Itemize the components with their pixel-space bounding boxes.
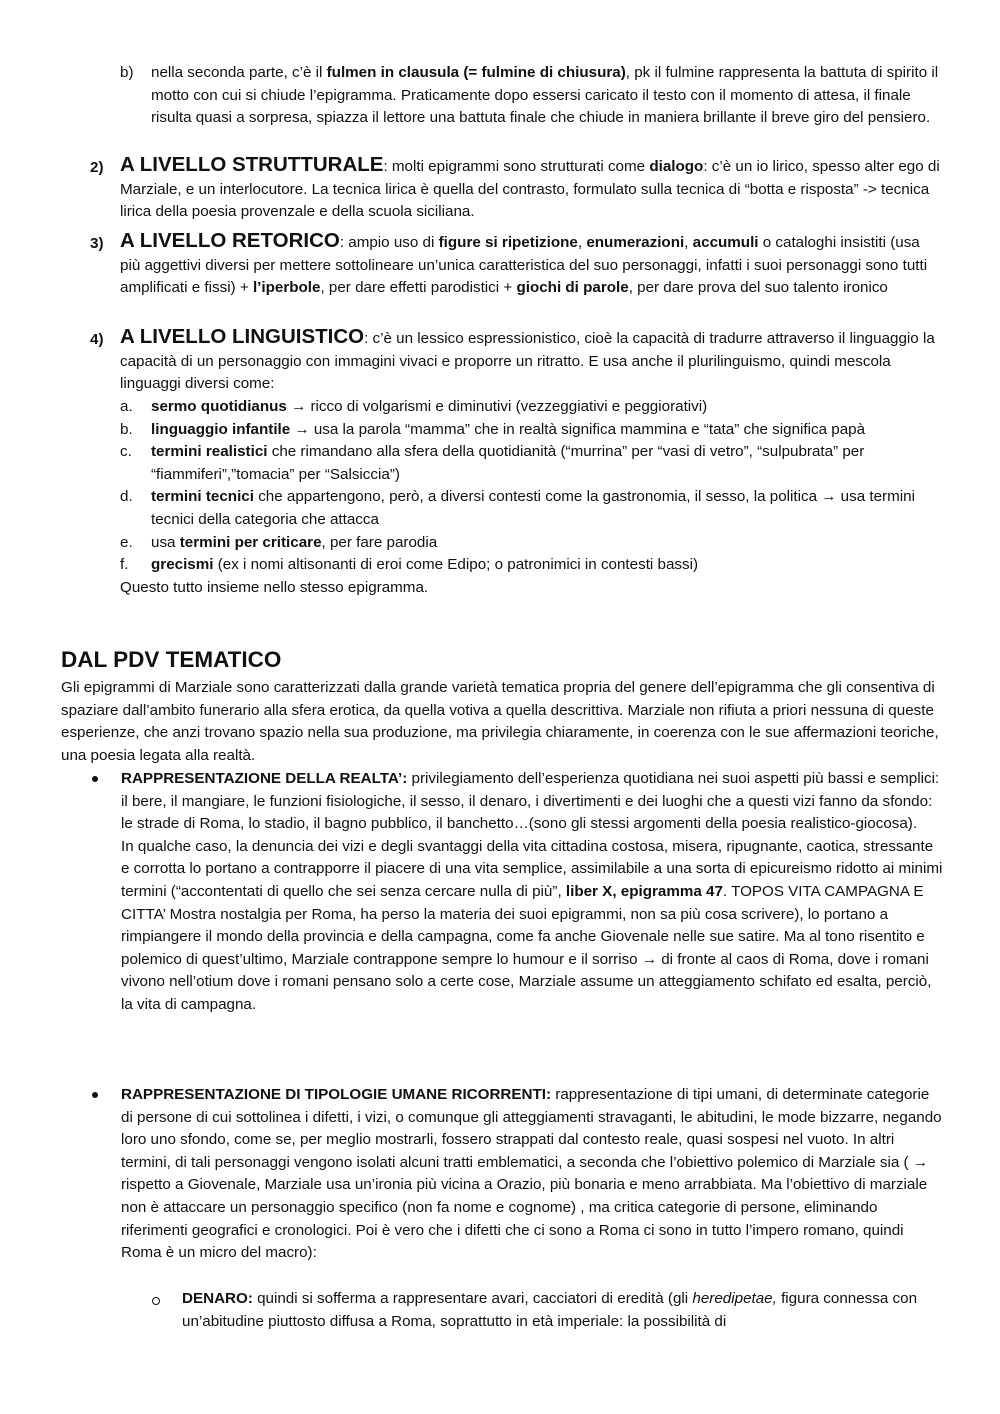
section-heading: A LIVELLO STRUTTURALE	[120, 153, 384, 176]
bullet-item-tipologie	[121, 1084, 943, 1265]
numbered-item-4	[90, 326, 940, 396]
text: , per dare prova del suo talento ironico	[628, 279, 888, 297]
list-marker: d.	[120, 488, 133, 506]
text: , per dare effetti parodistici +	[320, 279, 517, 297]
paragraph	[90, 154, 940, 224]
paragraph	[120, 441, 942, 486]
bold-term: dialogo	[649, 158, 704, 175]
bold-term: fulmen in clausula (= fulmine di chiusura)	[326, 64, 626, 81]
text: o cataloghi insistiti (usa più aggettivi diversi per mettere sottolineare un’unica caratteristica del suo personaggi, infatti i suoi personaggi sono tutti amplificati e fissi) +	[120, 234, 928, 297]
item-number: 2)	[90, 159, 104, 176]
bold-term: DENARO:	[182, 1290, 253, 1307]
bold-term: termini realistici	[151, 443, 268, 461]
text: → ricco di volgarismi e diminutivi (vezzeggiativi e peggiorativi)	[286, 398, 708, 415]
text: → usa la parola “mamma” che in realtà significa mammina e “tata” che significa papà	[290, 420, 866, 438]
section-title: DAL PDV TEMATICO	[61, 647, 282, 672]
text: quindi si sofferma a rappresentare avari, cacciatori di eredità (gli	[252, 1290, 693, 1307]
text: che rimandano alla sfera della quotidianità (“murrina” per “vasi di vetro”, “sulpubrata” per “fiammiferi”,”tomacia” per “Salsiccia”)	[151, 443, 865, 483]
bold-term: enumerazioni	[586, 234, 685, 251]
text: : ampio uso di	[339, 234, 439, 251]
paragraph	[120, 486, 942, 531]
list-marker: a.	[120, 398, 133, 415]
list-item	[120, 532, 942, 555]
paragraph	[120, 554, 942, 577]
list-item	[120, 419, 942, 442]
list-item	[120, 441, 942, 486]
text: nella seconda parte, c’è il	[151, 64, 327, 81]
text: , pk il fulmine rappresenta la battuta di spirito il motto con cui si chiude l’epigramma. Praticamente dopo essersi caricato il testo con il momento di attesa, il finale risulta quasi a sorpresa, spiazza il lettore una battuta finale che chiude in maniera brillante il breve giro del pensiero.	[151, 64, 939, 127]
text: usa	[151, 533, 180, 551]
list-item	[120, 396, 942, 419]
text: (ex i nomi altisonanti di eroi come Edipo; o patronimici in contesti bassi)	[213, 556, 699, 574]
paragraph	[121, 1084, 943, 1265]
list-marker: b.	[120, 420, 133, 438]
bold-term: grecismi	[151, 556, 214, 574]
bold-term: giochi di parole	[516, 279, 629, 297]
closing-line: Questo tutto insieme nello stesso epigramma.	[120, 578, 429, 596]
sub-bullet-denaro	[182, 1288, 942, 1333]
section-heading: A LIVELLO LINGUISTICO	[120, 325, 365, 348]
paragraph	[120, 419, 942, 442]
section-heading: A LIVELLO RETORICO	[120, 229, 340, 252]
numbered-item-2	[90, 154, 940, 224]
bold-term: termini tecnici	[151, 488, 254, 506]
circle-bullet-icon	[152, 1297, 160, 1305]
list-marker: c.	[120, 443, 132, 461]
item-number: 4)	[90, 331, 104, 348]
text: . TOPOS VITA CAMPAGNA E CITTA’ Mostra nostalgia per Roma, ha perso la materia dei suoi epigrammi, non sa più cosa scrivere), lo portano a rimpiangere il mondo della provincia e della campagna, come fa anche Giovenale nelle sue satire. Ma al tono risentito e polemico di quest’ultimo, Marziale contrappone sempre lo humour e il sorriso → di fronte al caos di Roma, dove i romani vivono nell’otium dove i romani pensano solo a certe cose, Marziale assume un atteggiamento schifato ed esalta, perciò, la vita di campagna.	[121, 882, 932, 1013]
list-item	[120, 554, 942, 577]
text: ,	[577, 234, 587, 251]
text: In qualche caso, la denuncia dei vizi e degli svantaggi della vita cittadina costosa, misera, ripugnante, caotica, stressante e corrotta lo portano a contrapporre il piacere di una vita semplice, assimilabile a una sorta di epicureismo ridotto ai minimi termini (“accontentati di quello che sei senza cercare nulla di più”,	[121, 837, 943, 900]
bold-term: figure si ripetizione	[438, 234, 578, 251]
item-number: 3)	[90, 235, 104, 252]
list-item	[120, 486, 942, 531]
bold-term: sermo quotidianus	[151, 398, 287, 415]
bold-term: accumuli	[692, 234, 759, 251]
list-item-b	[120, 62, 940, 130]
text: : c’è un lessico espressionistico, cioè la capacità di tradurre attraverso il linguaggio la capacità di un personaggio con immagini vivaci e proporre un ritratto. E usa anche il plurilinguismo, quindi mescola linguaggi diversi come:	[120, 330, 935, 393]
paragraph	[182, 1288, 942, 1333]
bold-term: liber X, epigramma 47	[565, 882, 723, 900]
bold-term: linguaggio infantile	[151, 420, 291, 438]
text: rappresentazione di tipi umani, di determinate categorie di persone di cui sottolinea i difetti, i vizi, o comunque gli atteggiamenti stravaganti, le abitudini, le mode bizzarre, negando loro uno sfondo, come se, per meglio mostrarli, fossero strappati dal contesto reale, quasi sospesi nel vuoto. In altri termini, di tali personaggi vengono isolati alcuni tratti emblematici, a seconda che l’obiettivo polemico di Marziale sia ( → rispetto a Giovenale, Marziale usa un’ironia più vicina a Orazio, più bonaria e meno arrabbiata. Ma l’obiettivo di marziale non è attaccare un personaggio specifico (non fa nome e cognome) , ma critica categorie di persone, eliminando riferimenti geografici e cronologici. Poi è vero che i difetti che ci sono a Roma ci sono in tutto l’impero romano, quindi Roma è un micro del macro):	[121, 1086, 942, 1262]
paragraph	[120, 62, 940, 130]
sub-list	[120, 396, 942, 599]
text: privilegiamento dell’esperienza quotidiana nei suoi aspetti più bassi e semplici: il bere, il mangiare, le funzioni fisiologiche, il sesso, il denaro, i divertimenti e dei luoghi che a questi vizi fanno da sfondo: le strade di Roma, lo stadio, il bagno pubblico, il banchetto…(sono gli stessi argomenti della poesia realistico-giocosa).	[121, 770, 940, 833]
list-marker: e.	[120, 533, 133, 551]
text: : c’è un io lirico, spesso alter ego di Marziale, e un interlocutore. La tecnica lirica è quella del contrasto, formulato sulla tecnica di “botta e risposta” -> tecnica lirica della poesia provenzale e della scuola siciliana.	[120, 158, 940, 221]
paragraph	[121, 836, 943, 1017]
list-marker: f.	[120, 556, 129, 574]
bold-term: RAPPRESENTAZIONE DI TIPOLOGIE UMANE RICORRENTI:	[121, 1086, 552, 1103]
text: , per fare parodia	[321, 533, 438, 551]
paragraph	[120, 396, 942, 419]
paragraph	[90, 230, 940, 300]
bullet-icon	[92, 1092, 98, 1098]
bold-term: RAPPRESENTAZIONE DELLA REALTA’:	[121, 770, 408, 787]
bold-term: termini per criticare	[179, 533, 322, 551]
numbered-item-3	[90, 230, 940, 300]
intro-paragraph: Gli epigrammi di Marziale sono caratterizzati dalla grande varietà tematica propria del genere dell’epigramma che gli consentiva di spaziare dall’ambito funerario alla sfera erotica, da quella votiva a quella descrittiva. Marziale non rifiuta a priori nessuna di queste esperienze, che anzi trovano spazio nella sua produzione, ma privilegia chiaramente, in coerenza con le sue affermazioni teoriche, una poesia legata alla realtà.	[61, 679, 939, 764]
italic-term: heredipetae,	[692, 1290, 777, 1307]
paragraph	[121, 768, 943, 836]
list-marker: b)	[120, 64, 134, 81]
text: che appartengono, però, a diversi contesti come la gastronomia, il sesso, la politica → usa termini tecnici della categoria che attacca	[151, 488, 915, 528]
paragraph	[120, 532, 942, 555]
bullet-icon	[92, 776, 98, 782]
text: : molti epigrammi sono strutturati come	[383, 158, 650, 175]
paragraph	[90, 326, 940, 396]
bullet-item-realta	[121, 768, 943, 1017]
text: figura connessa con un’abitudine piuttosto diffusa a Roma, soprattutto in età imperiale: la possibilità di	[182, 1290, 918, 1330]
text: ,	[684, 234, 693, 251]
bold-term: l’iperbole	[252, 279, 321, 297]
